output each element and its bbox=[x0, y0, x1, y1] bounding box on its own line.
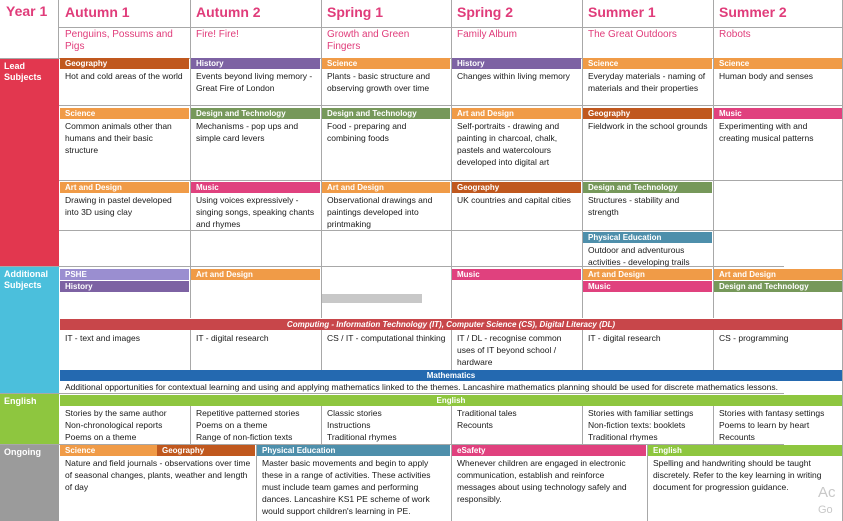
ongoing-pe-text: Master basic movements and begin to apply these in a range of activities. These activities must include team games and performing dances. Lancashire KS1 PE scheme of work would support children's learning in PE. bbox=[262, 458, 431, 516]
subject-band-physical-education: Physical Education bbox=[257, 445, 450, 456]
grey-placeholder-bar bbox=[322, 294, 422, 303]
english-cell bbox=[322, 406, 451, 444]
subject-band-music: Music bbox=[191, 182, 320, 193]
lead-cell: Outdoor and adventurous activities - developing trails bbox=[588, 245, 690, 267]
english-cell bbox=[191, 406, 321, 444]
english-line: Poems on a theme bbox=[65, 432, 137, 442]
computing-cell: IT - digital research bbox=[588, 333, 661, 343]
subject-band-history: History bbox=[60, 281, 189, 292]
subject-band-design-technology: Design and Technology bbox=[191, 108, 320, 119]
subject-band-art-design: Art and Design bbox=[60, 182, 189, 193]
subject-band-science: Science bbox=[583, 58, 712, 69]
divider bbox=[0, 393, 784, 394]
computing-cell: CS / IT - computational thinking bbox=[327, 333, 446, 343]
computing-cell: IT - text and images bbox=[65, 333, 140, 343]
computing-banner: Computing - Information Technology (IT), Computer Science (CS), Digital Literacy (DL) bbox=[60, 319, 842, 330]
term-spring-1: Spring 1 bbox=[327, 4, 384, 20]
subject-band-music: Music bbox=[714, 108, 842, 119]
subject-band-geography: Geography bbox=[583, 108, 712, 119]
computing-cell: IT - digital research bbox=[196, 333, 269, 343]
lead-cell: Events beyond living memory - Great Fire of London bbox=[196, 71, 313, 93]
lead-cell: Hot and cold areas of the world bbox=[65, 71, 183, 81]
subject-band-history: History bbox=[452, 58, 581, 69]
subject-band-science: Science bbox=[60, 108, 189, 119]
subject-band-geography: Geography bbox=[60, 58, 189, 69]
english-line: Classic stories bbox=[327, 408, 382, 418]
lead-subjects-header: Lead Subjects bbox=[0, 58, 59, 266]
english-line: Stories with familiar settings bbox=[588, 408, 694, 418]
subject-band-art-design: Art and Design bbox=[583, 269, 712, 280]
activation-watermark: Go bbox=[818, 504, 833, 516]
subject-band-geography: Geography bbox=[157, 445, 255, 456]
subject-band-geography: Geography bbox=[452, 182, 581, 193]
english-cell bbox=[452, 406, 582, 432]
lead-cell: Everyday materials - naming of materials and their properties bbox=[588, 71, 706, 93]
additional-subjects-header: Additional Subjects bbox=[0, 266, 59, 393]
english-banner: English bbox=[60, 395, 842, 406]
subject-band-art-design: Art and Design bbox=[191, 269, 320, 280]
theme-spring-1: Growth and Green Fingers bbox=[327, 29, 410, 52]
mathematics-banner: Mathematics bbox=[60, 370, 842, 381]
english-line: Stories with fantasy settings bbox=[719, 408, 825, 418]
lead-cell: Structures - stability and strength bbox=[588, 195, 680, 217]
term-autumn-2: Autumn 2 bbox=[196, 4, 261, 20]
divider bbox=[59, 180, 843, 181]
subject-band-english: English bbox=[648, 445, 842, 456]
subject-band-pshe: PSHE bbox=[60, 269, 189, 280]
theme-autumn-2: Fire! Fire! bbox=[196, 29, 239, 40]
theme-autumn-1: Penguins, Possums and Pigs bbox=[65, 29, 173, 52]
term-spring-2: Spring 2 bbox=[457, 4, 514, 20]
divider bbox=[59, 230, 843, 231]
english-cell bbox=[714, 406, 843, 444]
subject-band-science: Science bbox=[322, 58, 450, 69]
term-summer-1: Summer 1 bbox=[588, 4, 656, 20]
subject-band-history: History bbox=[191, 58, 320, 69]
lead-cell: Food - preparing and combining foods bbox=[327, 121, 407, 143]
english-line: Poems to learn by heart bbox=[719, 420, 810, 430]
lead-cell: Plants - basic structure and observing growth over time bbox=[327, 71, 430, 93]
subject-band-music: Music bbox=[452, 269, 581, 280]
english-line: Traditional rhymes bbox=[588, 432, 658, 442]
year-label: Year 1 bbox=[0, 0, 59, 58]
computing-cell: IT / DL - recognise common uses of IT beyond school / hardware bbox=[457, 333, 562, 367]
english-line: Non-chronological reports bbox=[65, 420, 163, 430]
subject-band-art-design: Art and Design bbox=[452, 108, 581, 119]
ongoing-esafety-text: Whenever children are engaged in electronic communication, establish and reinforce messages about using technology safely and responsibly. bbox=[457, 458, 627, 504]
lead-cell: Human body and senses bbox=[719, 71, 814, 81]
mathematics-text: Additional opportunities for contextual learning and using and applying mathematics linked to the themes. Lancashire mathematics planning should be used for discrete mathematics lessons. bbox=[65, 382, 778, 392]
english-cell bbox=[60, 406, 190, 444]
ongoing-english-text: Spelling and handwriting should be taught discretely. Refer to the key learning in writing document for progression guidance. bbox=[653, 458, 822, 492]
lead-cell: Drawing in pastel developed into 3D using clay bbox=[65, 195, 172, 217]
subject-band-design-technology: Design and Technology bbox=[322, 108, 450, 119]
english-line: Stories by the same author bbox=[65, 408, 167, 418]
lead-cell: Fieldwork in the school grounds bbox=[588, 121, 708, 131]
computing-cell: CS - programming bbox=[719, 333, 789, 343]
english-line: Range of non-fiction texts bbox=[196, 432, 293, 442]
lead-cell: Changes within living memory bbox=[457, 71, 570, 81]
theme-summer-2: Robots bbox=[719, 29, 751, 40]
subject-band-design-technology: Design and Technology bbox=[714, 281, 842, 292]
english-line: Repetitive patterned stories bbox=[196, 408, 300, 418]
divider bbox=[59, 105, 843, 106]
english-line: Non-fiction texts: booklets bbox=[588, 420, 686, 430]
subject-band-art-design: Art and Design bbox=[322, 182, 450, 193]
subject-band-science: Science bbox=[60, 445, 157, 456]
divider bbox=[321, 0, 322, 318]
subject-band-music: Music bbox=[583, 281, 712, 292]
lead-cell: Self-portraits - drawing and painting in charcoal, chalk, pastels and watercolours developed into digital art bbox=[457, 121, 560, 167]
english-line: Recounts bbox=[719, 432, 755, 442]
term-summer-2: Summer 2 bbox=[719, 4, 787, 20]
english-line: Instructions bbox=[327, 420, 371, 430]
lead-cell: Mechanisms - pop ups and simple card levers bbox=[196, 121, 299, 143]
ongoing-header: Ongoing bbox=[0, 444, 59, 521]
english-line: Recounts bbox=[457, 420, 493, 430]
lead-cell: Common animals other than humans and their basic structure bbox=[65, 121, 172, 155]
english-line: Traditional rhymes bbox=[327, 432, 397, 442]
lead-cell: Observational drawings and paintings developed into printmaking bbox=[327, 195, 433, 229]
theme-spring-2: Family Album bbox=[457, 29, 518, 40]
lead-cell: Using voices expressively - singing songs, speaking chants and rhymes bbox=[196, 195, 315, 229]
subject-band-science: Science bbox=[714, 58, 842, 69]
activation-watermark: Ac bbox=[818, 484, 836, 501]
subject-band-design-technology: Design and Technology bbox=[583, 182, 712, 193]
english-cell bbox=[583, 406, 713, 444]
lead-cell: Experimenting with and creating musical patterns bbox=[719, 121, 814, 143]
theme-summer-1: The Great Outdoors bbox=[588, 29, 677, 40]
english-line: Poems on a theme bbox=[196, 420, 268, 430]
english-header: English bbox=[0, 393, 59, 444]
ongoing-science-text: Nature and field journals - observations over time of seasonal changes, plants, weather and length of day bbox=[65, 458, 251, 492]
subject-band-art-design: Art and Design bbox=[714, 269, 842, 280]
subject-band-physical-education: Physical Education bbox=[583, 232, 712, 243]
term-autumn-1: Autumn 1 bbox=[65, 4, 130, 20]
lead-cell: UK countries and capital cities bbox=[457, 195, 571, 205]
english-line: Traditional tales bbox=[457, 408, 517, 418]
subject-band-esafety: eSafety bbox=[452, 445, 646, 456]
